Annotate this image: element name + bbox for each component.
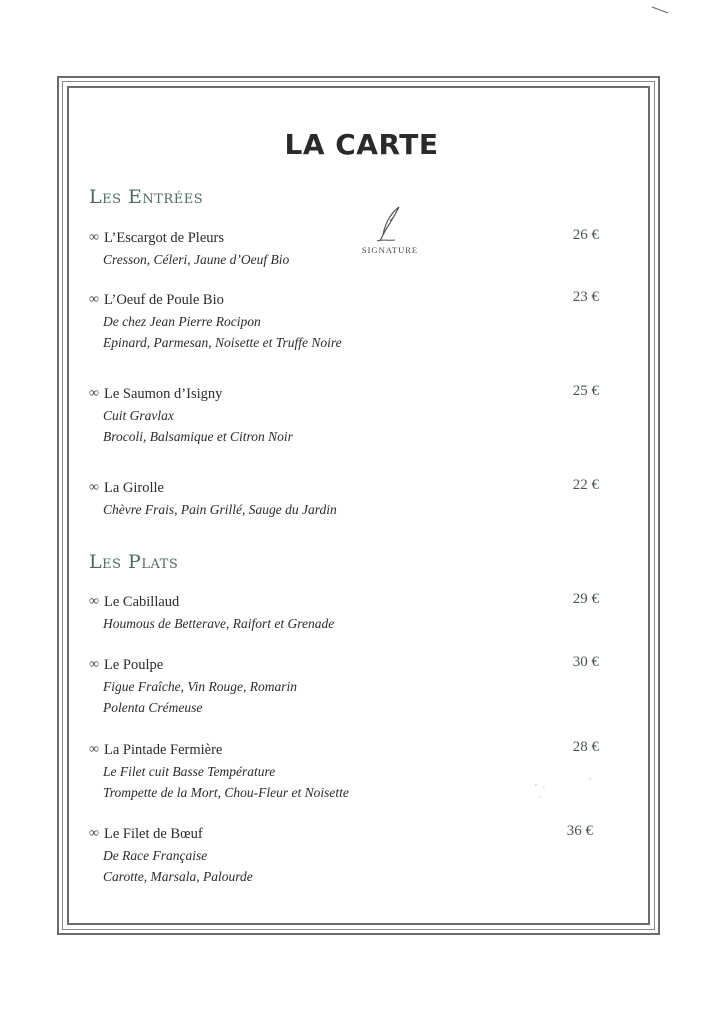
dish-name: La Pintade Fermière <box>103 742 223 758</box>
infinity-bullet-icon: ∞ <box>89 826 99 841</box>
dish-price: 25 € <box>572 383 599 399</box>
dish-name: Le Saumon d’Isigny <box>103 386 223 402</box>
dish-name: Le Poulpe <box>103 657 164 673</box>
dish-price: 36 € <box>566 823 593 839</box>
dish-description: Cresson, Céleri, Jaune d’Oeuf Bio <box>103 252 290 267</box>
dish-name: Le Filet de Bœuf <box>103 826 203 842</box>
signature-label: SIGNATURE <box>361 245 419 255</box>
menu-item <box>89 477 609 520</box>
dish-price: 23 € <box>572 289 599 305</box>
dish-description: Le Filet cuit Basse Température <box>103 764 276 779</box>
scan-speck <box>530 775 610 805</box>
dish-price: 28 € <box>572 739 599 755</box>
dish-description: Epinard, Parmesan, Noisette et Truffe Noire <box>103 335 342 350</box>
section-heading-entrees: Les Entrées <box>89 186 204 208</box>
dish-description: Carotte, Marsala, Palourde <box>103 869 253 884</box>
dish-description: Brocoli, Balsamique et Citron Noir <box>103 429 293 444</box>
dish-description: Figue Fraîche, Vin Rouge, Romarin <box>103 679 297 694</box>
menu-item <box>89 383 609 447</box>
infinity-bullet-icon: ∞ <box>89 594 99 609</box>
menu-item <box>89 227 609 270</box>
menu-item <box>89 591 609 634</box>
infinity-bullet-icon: ∞ <box>89 657 99 672</box>
infinity-bullet-icon: ∞ <box>89 742 99 757</box>
dish-description: Chèvre Frais, Pain Grillé, Sauge du Jardin <box>103 502 337 517</box>
infinity-bullet-icon: ∞ <box>89 230 99 245</box>
menu-item <box>89 289 609 353</box>
quill-pen-icon <box>373 205 407 243</box>
dish-price: 29 € <box>572 591 599 607</box>
dish-price: 26 € <box>572 227 599 243</box>
dish-description: Cuit Gravlax <box>103 408 174 423</box>
infinity-bullet-icon: ∞ <box>89 480 99 495</box>
infinity-bullet-icon: ∞ <box>89 292 99 307</box>
dish-name: Le Cabillaud <box>103 594 180 610</box>
menu-title: LA CARTE <box>284 128 439 161</box>
infinity-bullet-icon: ∞ <box>89 386 99 401</box>
dish-description: De chez Jean Pierre Rocipon <box>103 314 261 329</box>
dish-description: Polenta Crémeuse <box>103 700 203 715</box>
dish-price: 30 € <box>572 654 599 670</box>
menu-item <box>89 654 609 718</box>
dish-name: L’Oeuf de Poule Bio <box>103 292 224 308</box>
dish-name: La Girolle <box>103 480 164 496</box>
dish-price: 22 € <box>572 477 599 493</box>
dish-description: Houmous de Betterave, Raifort et Grenade <box>103 616 335 631</box>
menu-item <box>89 823 609 887</box>
section-heading-plats: Les Plats <box>89 551 179 573</box>
dish-description: Trompette de la Mort, Chou-Fleur et Noisette <box>103 785 349 800</box>
dish-description: De Race Française <box>103 848 208 863</box>
signature-badge <box>355 205 425 255</box>
scan-speck <box>650 4 672 16</box>
dish-name: L’Escargot de Pleurs <box>103 230 224 246</box>
